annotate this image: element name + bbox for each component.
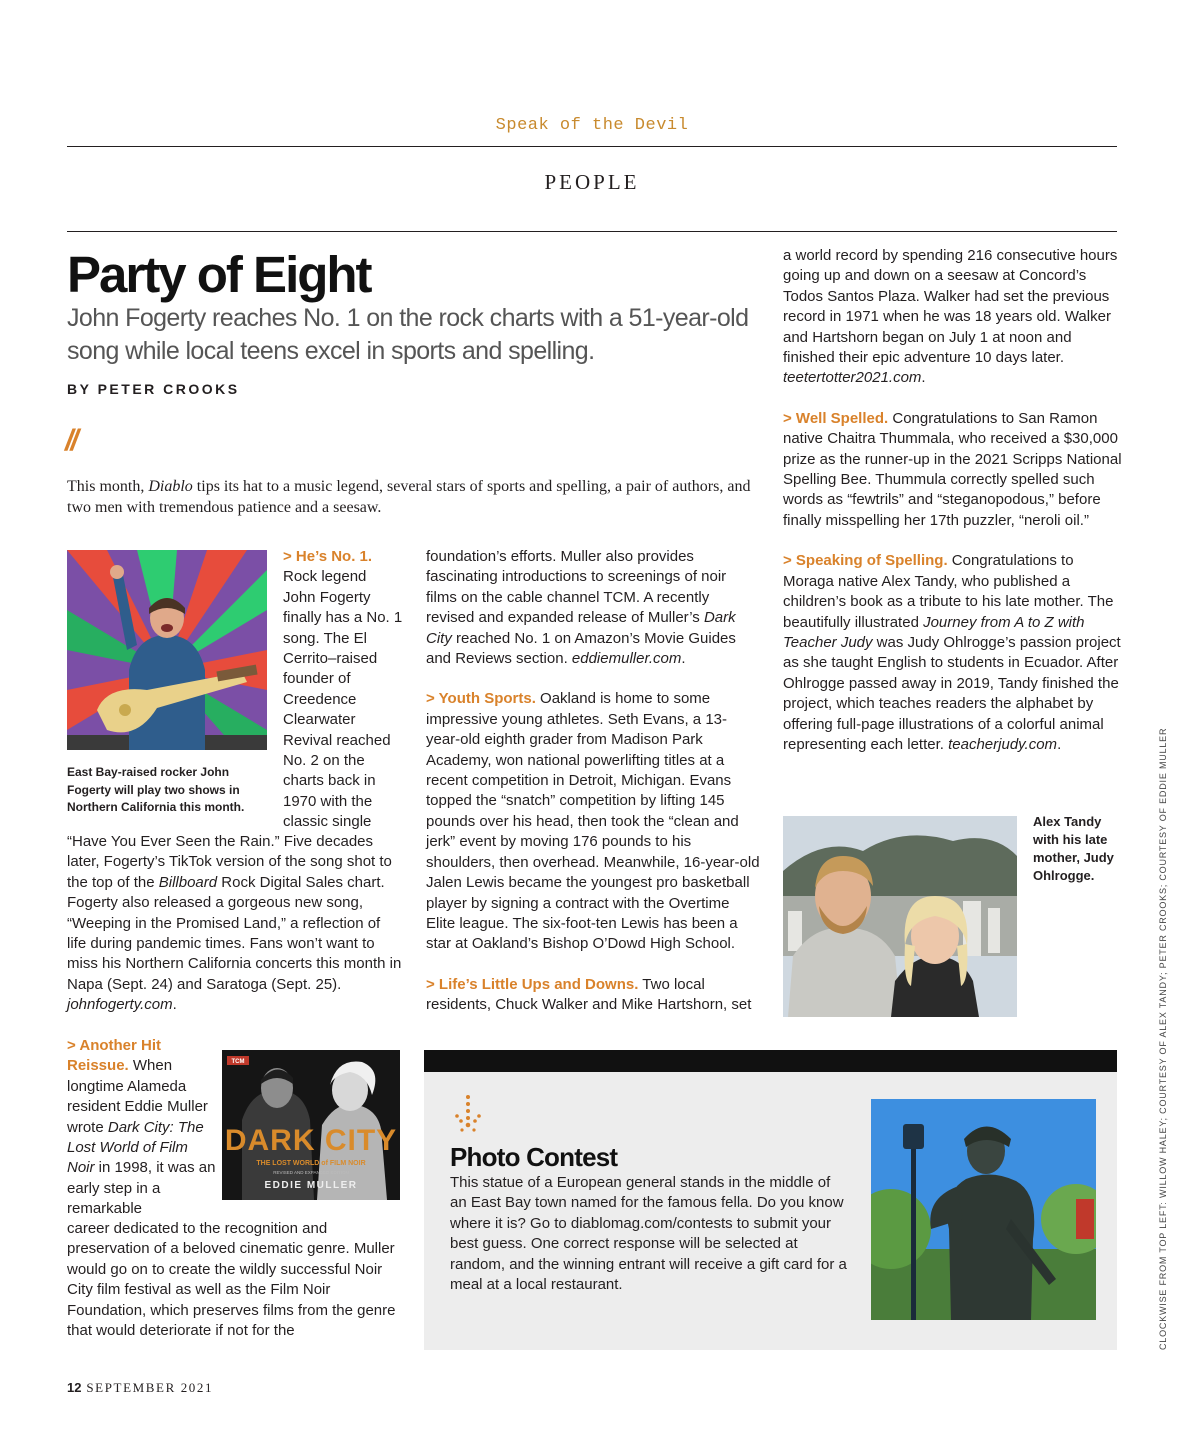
item-no1-side-text: > He’s No. 1. Rock legend John Fogerty finally has a No. 1 song. The El Cerrito–raised founder of Creedence Clearwater Revival reached No. 2 on the charts back in 1970 with the classic single xyxy=(283,548,403,831)
tandy-photo xyxy=(783,816,1017,1017)
fogerty-photo xyxy=(67,550,267,750)
photo-contest-text: This statue of a European general stands in the middle of an East Bay town named for the famous fella. Do you know where it is? Go to diablomag.com/contests to submit your best guess. One correct response will be selected at random, and the winning entrant will receive a gift card for a meal at a local restaurant. xyxy=(450,1174,847,1294)
category-label: PEOPLE xyxy=(544,170,640,194)
byline: BY PETER CROOKS xyxy=(67,381,240,397)
tandy-caption: Alex Tandy with his late mother, Judy Ohlrogge. xyxy=(1033,814,1114,883)
teacherjudy-link[interactable]: teacherjudy.com xyxy=(948,735,1058,753)
dotted-arrow-icon xyxy=(451,1094,485,1134)
fogerty-caption: East Bay-raised rocker John Fogerty will play two shows in Northern California this month. xyxy=(67,765,245,814)
intro-paragraph: This month, Diablo tips its hat to a music legend, several stars of sports and spelling, a pair of authors, and two men with tremendous patience and a seesaw. xyxy=(67,478,751,516)
statue-photo xyxy=(871,1099,1096,1320)
column-3 xyxy=(783,246,1123,755)
section-title: Speak of the Devil xyxy=(495,116,689,135)
header-rule xyxy=(67,146,1117,147)
item-seesaw: > Life’s Little Ups and Downs. Two local residents, Chuck Walker and Mike Hartshorn, set xyxy=(426,975,752,1014)
item-well-spelled: > Well Spelled. Congratulations to San Ramon native Chaitra Thummala, who received a $30,000 prize as the runner-up in the 2021 Scripps National Spelling Bee. Thummula correctly spelled such words as “fewtrils” and “steganopodous,” before finally misspelling her 17th puzzler, “neroli oil.” xyxy=(783,409,1122,529)
slash-mark: // xyxy=(65,424,76,457)
eddiemuller-link[interactable]: eddiemuller.com xyxy=(571,650,682,668)
column-2 xyxy=(426,547,761,1016)
item-no1-body-text: “Have You Ever Seen the Rain.” Five decades later, Fogerty’s TikTok version of the song shot to the top of the Billboard Rock Digital Sales chart. Fogerty also released a gorgeous new song, “Weeping in the Promised Land,” a reflection of life during pandemic times. Fans won’t want to miss his Northern California concerts this month in Napa (Sept. 24) and Saratoga (Sept. 25). johnfogerty.com. xyxy=(67,833,402,1014)
dark-city-book-cover xyxy=(222,1050,400,1200)
item-youth-heading: > Youth Sports. xyxy=(426,690,536,708)
item-speaking-heading: > Speaking of Spelling. xyxy=(783,552,948,570)
book-cover-title: DARK CITY xyxy=(224,1124,398,1157)
book-cover-edition: REVISED AND EXPANDED EDITION xyxy=(273,1170,349,1175)
dek: John Fogerty reaches No. 1 on the rock charts with a 51-year-old song while local teens excel in sports and spelling. xyxy=(67,304,749,365)
page-folio xyxy=(67,1380,213,1396)
item-reissue-continued: foundation’s efforts. Muller also provides fascinating introductions to screenings of noir films on the cable channel TCM. A recently revised and expanded release of Muller’s Dark City reached No. 1 on Amazon’s Movie Guides and Reviews section. eddiemuller.com. xyxy=(426,548,736,668)
item-seesaw-heading: > Life’s Little Ups and Downs. xyxy=(426,975,639,993)
photo-contest-title: Photo Contest xyxy=(450,1142,618,1172)
page-number: 12 xyxy=(67,1380,82,1395)
item-seesaw-continued: a world record by spending 216 consecutive hours going up and down on a seesaw at Concord’s Todos Santos Plaza. Walker had set the previous record in 1971 when he was 18 years old. Walker and Hartshorn began on July 1 at noon and finished their epic adventure 10 days later. teetertotter2021.com. xyxy=(783,247,1118,387)
item-no1-heading: > He’s No. 1. xyxy=(283,548,373,565)
book-cover-author: EDDIE MULLER xyxy=(264,1180,358,1191)
book-cover-subtitle: THE LOST WORLD of FILM NOIR xyxy=(256,1160,366,1167)
photo-credits: CLOCKWISE FROM TOP LEFT: WILLOW HALEY; COURTESY OF ALEX TANDY; PETER CROOKS; COURTESY OF EDDIE MULLER xyxy=(1158,727,1168,1350)
item-reissue-heading: > Another Hit Reissue. xyxy=(67,1037,162,1075)
item-reissue-body-text: career dedicated to the recognition and preservation of a beloved cinematic genre. Muller would go on to create the wildly successful Noir City film festival as well as the Film Noir Foundation, which preserves films from the genre that would deteriorate if not for the xyxy=(67,1220,396,1340)
headline: Party of Eight xyxy=(67,246,371,303)
teetertotter-link[interactable]: teetertotter2021.com xyxy=(783,369,922,387)
item-speaking-spelling: > Speaking of Spelling. Congratulations to Moraga native Alex Tandy, who published a children’s book as a tribute to his late mother. The beautifully illustrated Journey from A to Z with Teacher Judy was Judy Ohlrogge’s passion project as she taught English to students in Ecuador. After Ohlrogge passed away in 2019, Tandy finished the project, which teaches readers the alphabet by offering full-page illustrations of a colorful animal representing each letter. teacherjudy.com. xyxy=(783,552,1121,753)
item-reissue-side-text: > Another Hit Reissue. When longtime Alameda resident Eddie Muller wrote Dark City: The Lost World of Film Noir in 1998, it was an early step in a remarkable xyxy=(67,1037,216,1218)
issue-date: SEPTEMBER 2021 xyxy=(86,1380,214,1395)
book-cover-badge: TCM xyxy=(231,1059,245,1065)
johnfogerty-link[interactable]: johnfogerty.com xyxy=(67,996,173,1014)
category-rule xyxy=(67,231,1117,232)
item-youth-sports: > Youth Sports. Oakland is home to some impressive young athletes. Seth Evans, a 13-year-old eighth grader from Madison Park Academy, won national powerlifting titles at a recent competition in Detroit, Michigan. Evans topped the “snatch” competition by lifting 145 pounds over his head, then took the “clean and jerk” event by moving 176 pounds to his shoulders, then overhead. Meanwhile, 16-year-old Jalen Lewis became the youngest pro basketball player by signing a contract with the Overtime Elite league. The six-foot-ten Lewis has been a star at Oakland’s Bishop O’Dowd High School. xyxy=(426,690,760,953)
item-spelled-heading: > Well Spelled. xyxy=(783,409,889,427)
photo-contest-top-bar xyxy=(424,1050,1117,1072)
